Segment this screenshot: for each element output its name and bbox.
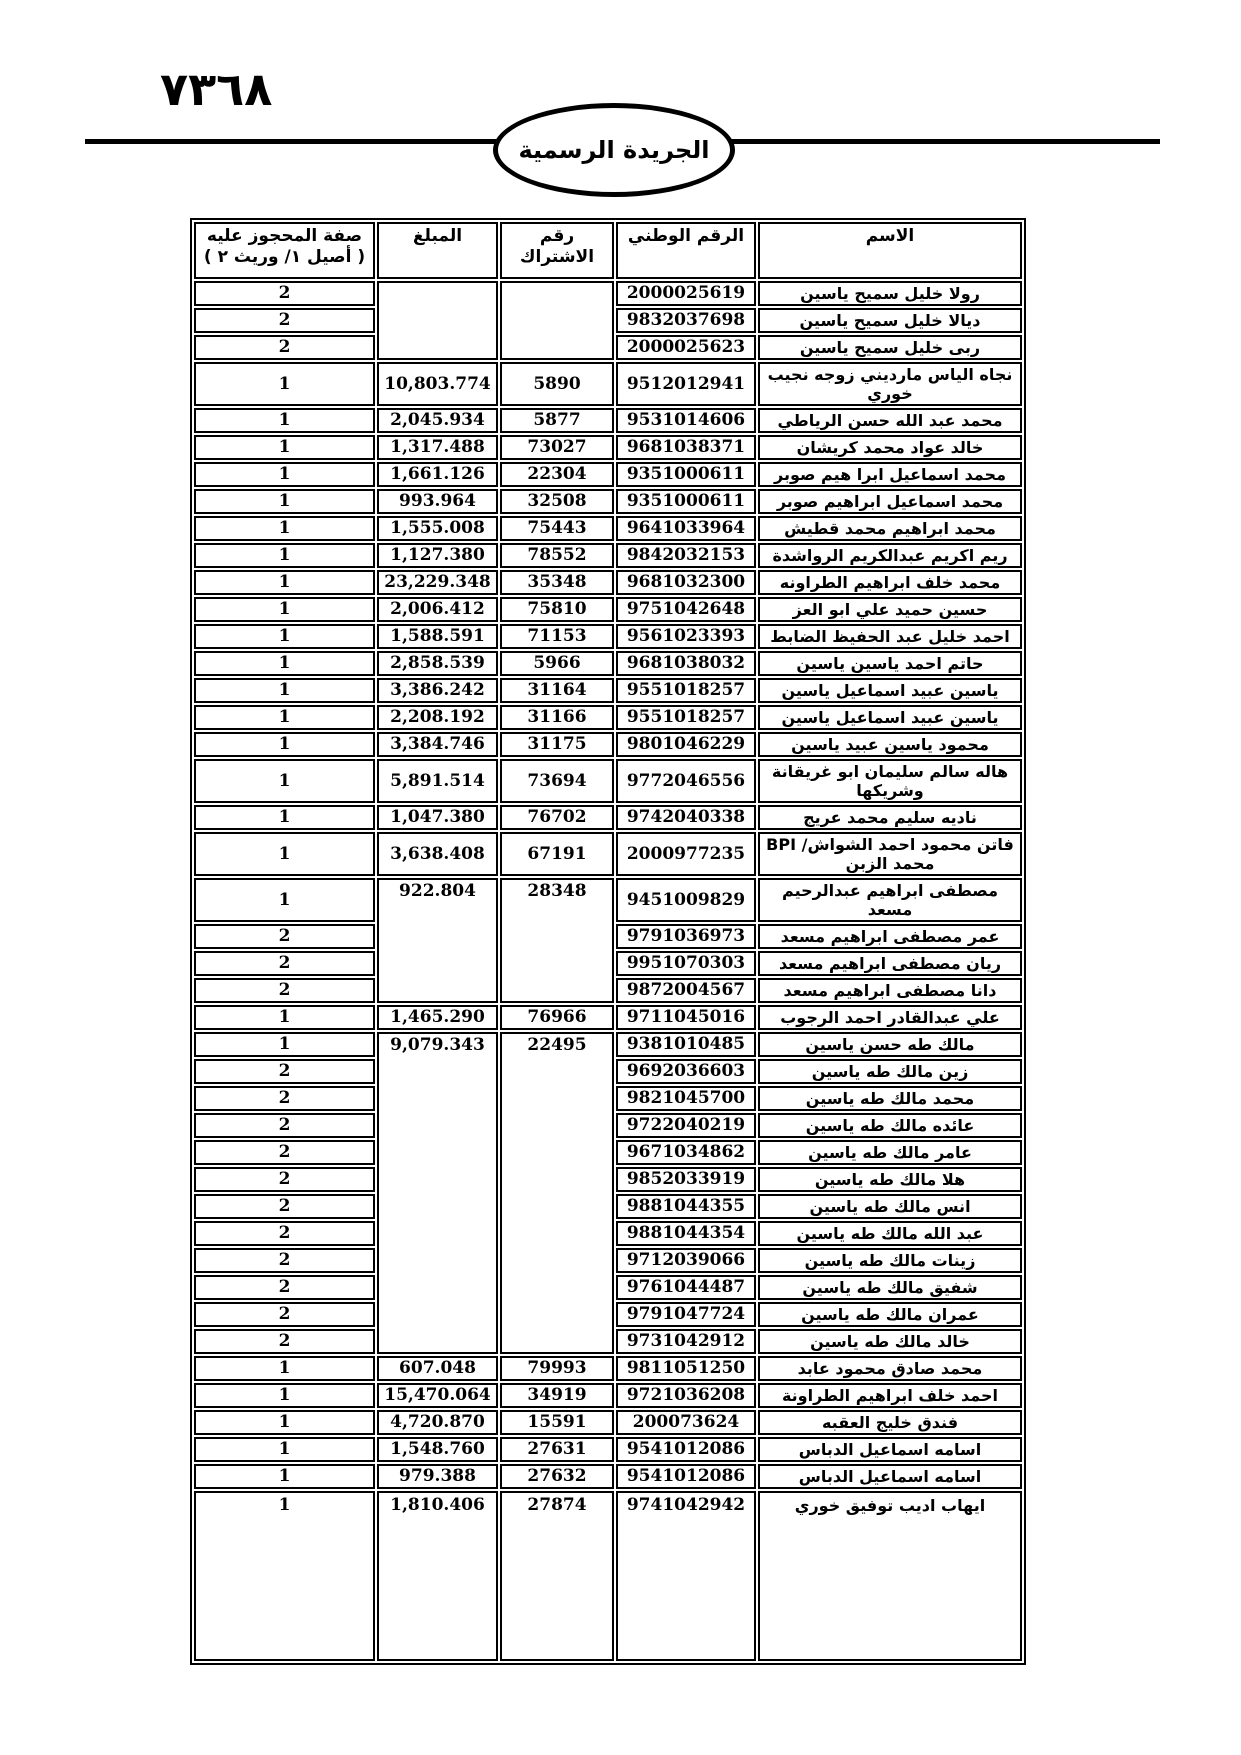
national-id-cell: 9351000611 — [616, 489, 756, 514]
national-id-cell: 9821045700 — [616, 1086, 756, 1111]
subscription-cell: 27632 — [500, 1464, 614, 1489]
national-id-cell: 9801046229 — [616, 732, 756, 757]
subscription-cell: 5966 — [500, 651, 614, 676]
page-number: ٧٣٦٨ — [160, 62, 273, 116]
table-row — [194, 624, 1022, 649]
amount-cell: 993.964 — [377, 489, 498, 514]
header-name: الاسم — [758, 222, 1022, 279]
national-id-cell: 9551018257 — [616, 678, 756, 703]
amount-cell: 2,858.539 — [377, 651, 498, 676]
amount-cell: 3,638.408 — [377, 832, 498, 876]
name-cell: زين مالك طه ياسين — [758, 1059, 1022, 1084]
national-id-cell: 9381010485 — [616, 1032, 756, 1057]
amount-cell: 1,588.591 — [377, 624, 498, 649]
capacity-cell: 2 — [194, 1194, 375, 1219]
national-id-cell: 9681032300 — [616, 570, 756, 595]
amount-cell: 1,047.380 — [377, 805, 498, 830]
subscription-cell: 31175 — [500, 732, 614, 757]
capacity-cell: 2 — [194, 1113, 375, 1138]
national-id-cell: 9872004567 — [616, 978, 756, 1003]
table-row — [194, 435, 1022, 460]
capacity-cell: 1 — [194, 624, 375, 649]
table-row — [194, 759, 1022, 803]
name-cell: علي عبدالقادر احمد الرجوب — [758, 1005, 1022, 1030]
name-cell: محمد عبد الله حسن الرياطي — [758, 408, 1022, 433]
table-row — [194, 878, 1022, 922]
name-cell: ريم اكريم عبدالكريم الرواشدة — [758, 543, 1022, 568]
name-cell: احمد خلف ابراهيم الطراونة — [758, 1383, 1022, 1408]
capacity-cell: 1 — [194, 489, 375, 514]
header-capacity-line2: ( أصيل ١/ وريث ٢ ) — [203, 247, 366, 267]
subscription-cell: 71153 — [500, 624, 614, 649]
amount-cell: 1,555.008 — [377, 516, 498, 541]
national-id-cell: 9692036603 — [616, 1059, 756, 1084]
amount-cell: 23,229.348 — [377, 570, 498, 595]
table-row — [194, 1032, 1022, 1057]
capacity-cell: 1 — [194, 651, 375, 676]
name-cell: شفيق مالك طه ياسين — [758, 1275, 1022, 1300]
name-cell: هاله سالم سليمان ابو غريقانة وشريكها — [758, 759, 1022, 803]
subscription-cell: 78552 — [500, 543, 614, 568]
capacity-cell: 1 — [194, 543, 375, 568]
name-cell: ياسين عبيد اسماعيل ياسين — [758, 705, 1022, 730]
capacity-cell: 2 — [194, 308, 375, 333]
national-id-cell: 9742040338 — [616, 805, 756, 830]
capacity-cell: 1 — [194, 1464, 375, 1489]
capacity-cell: 2 — [194, 281, 375, 306]
table-row — [194, 1383, 1022, 1408]
capacity-cell: 2 — [194, 1302, 375, 1327]
national-id-cell: 9741042942 — [616, 1491, 756, 1661]
name-cell: محمد اسماعيل ابراهيم صوبر — [758, 489, 1022, 514]
capacity-cell: 2 — [194, 978, 375, 1003]
name-cell: عامر مالك طه ياسين — [758, 1140, 1022, 1165]
national-id-cell: 9681038371 — [616, 435, 756, 460]
national-id-cell: 9722040219 — [616, 1113, 756, 1138]
subscription-cell: 22304 — [500, 462, 614, 487]
national-id-cell: 9561023393 — [616, 624, 756, 649]
header-subscription-number: رقم الاشتراك — [500, 222, 614, 279]
capacity-cell: 1 — [194, 1437, 375, 1462]
national-id-cell: 200073624 — [616, 1410, 756, 1435]
amount-cell — [377, 281, 498, 360]
name-cell: اسامه اسماعيل الدباس — [758, 1464, 1022, 1489]
amount-cell: 2,006.412 — [377, 597, 498, 622]
capacity-cell: 1 — [194, 408, 375, 433]
table-row — [194, 543, 1022, 568]
amount-cell: 3,386.242 — [377, 678, 498, 703]
amount-cell: 10,803.774 — [377, 362, 498, 406]
capacity-cell: 1 — [194, 732, 375, 757]
name-cell: هلا مالك طه ياسين — [758, 1167, 1022, 1192]
capacity-cell: 1 — [194, 832, 375, 876]
subscription-cell: 73694 — [500, 759, 614, 803]
amount-cell: 15,470.064 — [377, 1383, 498, 1408]
subscription-cell: 27631 — [500, 1437, 614, 1462]
amount-cell: 4,720.870 — [377, 1410, 498, 1435]
table-row — [194, 678, 1022, 703]
table-row — [194, 832, 1022, 876]
name-cell: خالد عواد محمد كريشان — [758, 435, 1022, 460]
capacity-cell: 2 — [194, 1248, 375, 1273]
name-cell: مالك طه حسن ياسين — [758, 1032, 1022, 1057]
name-cell: محمد ابراهيم محمد قطيش — [758, 516, 1022, 541]
name-cell: ياسين عبيد اسماعيل ياسين — [758, 678, 1022, 703]
name-cell: ديالا خليل سميح ياسين — [758, 308, 1022, 333]
capacity-cell: 1 — [194, 462, 375, 487]
capacity-cell: 2 — [194, 924, 375, 949]
name-cell: محمد صادق محمود عابد — [758, 1356, 1022, 1381]
subscription-cell: 22495 — [500, 1032, 614, 1354]
name-cell: زينات مالك طه ياسين — [758, 1248, 1022, 1273]
table-row — [194, 516, 1022, 541]
subscription-cell: 34919 — [500, 1383, 614, 1408]
subscription-cell: 35348 — [500, 570, 614, 595]
national-id-cell: 9842032153 — [616, 543, 756, 568]
national-id-cell: 2000025623 — [616, 335, 756, 360]
national-id-cell: 9852033919 — [616, 1167, 756, 1192]
capacity-cell: 1 — [194, 597, 375, 622]
national-id-cell: 9791047724 — [616, 1302, 756, 1327]
capacity-cell: 2 — [194, 335, 375, 360]
amount-cell: 607.048 — [377, 1356, 498, 1381]
table-row — [194, 1491, 1022, 1661]
national-id-cell: 9351000611 — [616, 462, 756, 487]
national-id-cell: 9712039066 — [616, 1248, 756, 1273]
amount-cell: 1,661.126 — [377, 462, 498, 487]
capacity-cell: 1 — [194, 805, 375, 830]
national-id-cell: 9761044487 — [616, 1275, 756, 1300]
capacity-cell: 1 — [194, 705, 375, 730]
national-id-cell: 9671034862 — [616, 1140, 756, 1165]
subscription-cell: 31166 — [500, 705, 614, 730]
amount-cell: 922.804 — [377, 878, 498, 1003]
national-id-cell: 9451009829 — [616, 878, 756, 922]
gazette-title: الجريدة الرسمية — [518, 136, 710, 164]
name-cell: ايهاب اديب توفيق خوري — [758, 1491, 1022, 1661]
subscription-cell: 31164 — [500, 678, 614, 703]
amount-cell: 9,079.343 — [377, 1032, 498, 1354]
national-id-cell: 9772046556 — [616, 759, 756, 803]
national-id-cell: 9731042912 — [616, 1329, 756, 1354]
national-id-cell: 9791036973 — [616, 924, 756, 949]
national-id-cell: 9711045016 — [616, 1005, 756, 1030]
national-id-cell: 9681038032 — [616, 651, 756, 676]
table-row — [194, 362, 1022, 406]
subscription-cell: 5877 — [500, 408, 614, 433]
subscription-cell — [500, 281, 614, 360]
subscription-cell: 27874 — [500, 1491, 614, 1661]
amount-cell: 1,465.290 — [377, 1005, 498, 1030]
capacity-cell: 2 — [194, 1275, 375, 1300]
subscription-cell: 76702 — [500, 805, 614, 830]
amount-cell: 2,045.934 — [377, 408, 498, 433]
name-cell: خالد مالك طه ياسين — [758, 1329, 1022, 1354]
table-row — [194, 1437, 1022, 1462]
national-id-cell: 9951070303 — [616, 951, 756, 976]
amount-cell: 5,891.514 — [377, 759, 498, 803]
capacity-cell: 1 — [194, 1410, 375, 1435]
table-row — [194, 705, 1022, 730]
capacity-cell: 1 — [194, 678, 375, 703]
national-id-cell: 2000977235 — [616, 832, 756, 876]
national-id-cell: 9512012941 — [616, 362, 756, 406]
national-id-cell: 9641033964 — [616, 516, 756, 541]
capacity-cell: 2 — [194, 1140, 375, 1165]
table-row — [194, 1356, 1022, 1381]
table-row — [194, 462, 1022, 487]
capacity-cell: 1 — [194, 759, 375, 803]
seized-persons-table — [190, 218, 1026, 1665]
table-row — [194, 597, 1022, 622]
name-cell: مصطفى ابراهيم عبدالرحيم مسعد — [758, 878, 1022, 922]
amount-cell: 1,810.406 — [377, 1491, 498, 1661]
capacity-cell: 1 — [194, 435, 375, 460]
capacity-cell: 1 — [194, 570, 375, 595]
table-row — [194, 489, 1022, 514]
national-id-cell: 9541012086 — [616, 1437, 756, 1462]
capacity-cell: 2 — [194, 1167, 375, 1192]
subscription-cell: 15591 — [500, 1410, 614, 1435]
subscription-cell: 79993 — [500, 1356, 614, 1381]
capacity-cell: 2 — [194, 951, 375, 976]
name-cell: محمد اسماعيل ابرا هيم صوبر — [758, 462, 1022, 487]
header-capacity-line1: صفة المحجوز عليه — [206, 226, 363, 246]
header-row — [194, 222, 1022, 279]
capacity-cell: 2 — [194, 1086, 375, 1111]
capacity-cell: 1 — [194, 878, 375, 922]
name-cell: عائده مالك طه ياسين — [758, 1113, 1022, 1138]
name-cell: محمد خلف ابراهيم الطراونه — [758, 570, 1022, 595]
capacity-cell: 2 — [194, 1059, 375, 1084]
national-id-cell: 9811051250 — [616, 1356, 756, 1381]
name-cell: محمد مالك طه ياسين — [758, 1086, 1022, 1111]
capacity-cell: 1 — [194, 1005, 375, 1030]
capacity-cell: 1 — [194, 1491, 375, 1661]
amount-cell: 1,317.488 — [377, 435, 498, 460]
amount-cell: 1,548.760 — [377, 1437, 498, 1462]
amount-cell: 2,208.192 — [377, 705, 498, 730]
national-id-cell: 9541012086 — [616, 1464, 756, 1489]
seized-persons-table-wrap — [190, 218, 1026, 1665]
table-row — [194, 732, 1022, 757]
capacity-cell: 1 — [194, 1032, 375, 1057]
subscription-cell: 67191 — [500, 832, 614, 876]
subscription-cell: 75443 — [500, 516, 614, 541]
capacity-cell: 1 — [194, 1383, 375, 1408]
name-cell: فاتن محمود احمد الشواش/ BPI محمد الزبن — [758, 832, 1022, 876]
name-cell: محمود ياسين عبيد ياسين — [758, 732, 1022, 757]
amount-cell: 3,384.746 — [377, 732, 498, 757]
national-id-cell: 9832037698 — [616, 308, 756, 333]
amount-cell: 1,127.380 — [377, 543, 498, 568]
subscription-cell: 75810 — [500, 597, 614, 622]
national-id-cell: 9881044355 — [616, 1194, 756, 1219]
subscription-cell: 73027 — [500, 435, 614, 460]
table-body — [194, 281, 1022, 1661]
name-cell: حسين حميد علي ابو العز — [758, 597, 1022, 622]
national-id-cell: 9531014606 — [616, 408, 756, 433]
name-cell: حاتم احمد ياسين ياسين — [758, 651, 1022, 676]
national-id-cell: 9881044354 — [616, 1221, 756, 1246]
subscription-cell: 28348 — [500, 878, 614, 1003]
name-cell: عمران مالك طه ياسين — [758, 1302, 1022, 1327]
subscription-cell: 76966 — [500, 1005, 614, 1030]
name-cell: ريان مصطفى ابراهيم مسعد — [758, 951, 1022, 976]
table-row — [194, 408, 1022, 433]
header-amount: المبلغ — [377, 222, 498, 279]
capacity-cell: 1 — [194, 362, 375, 406]
gazette-seal — [493, 103, 735, 197]
capacity-cell: 2 — [194, 1329, 375, 1354]
table-row — [194, 651, 1022, 676]
capacity-cell: 1 — [194, 516, 375, 541]
table-row — [194, 805, 1022, 830]
name-cell: رولا خليل سميح ياسين — [758, 281, 1022, 306]
national-id-cell: 2000025619 — [616, 281, 756, 306]
capacity-cell: 2 — [194, 1221, 375, 1246]
name-cell: نجاه الياس مارديني زوجه نجيب خوري — [758, 362, 1022, 406]
name-cell: ربى خليل سميح ياسين — [758, 335, 1022, 360]
table-row — [194, 1005, 1022, 1030]
header-national-id: الرقم الوطني — [616, 222, 756, 279]
header-capacity — [194, 222, 375, 279]
name-cell: فندق خليج العقبه — [758, 1410, 1022, 1435]
subscription-cell: 32508 — [500, 489, 614, 514]
name-cell: دانا مصطفى ابراهيم مسعد — [758, 978, 1022, 1003]
table-row — [194, 1464, 1022, 1489]
amount-cell: 979.388 — [377, 1464, 498, 1489]
name-cell: عبد الله مالك طه ياسين — [758, 1221, 1022, 1246]
capacity-cell: 1 — [194, 1356, 375, 1381]
name-cell: عمر مصطفى ابراهيم مسعد — [758, 924, 1022, 949]
name-cell: احمد خليل عبد الحفيظ الضابط — [758, 624, 1022, 649]
table-row — [194, 1410, 1022, 1435]
name-cell: انس مالك طه ياسين — [758, 1194, 1022, 1219]
table-row — [194, 281, 1022, 306]
name-cell: اسامه اسماعيل الدباس — [758, 1437, 1022, 1462]
national-id-cell: 9551018257 — [616, 705, 756, 730]
table-row — [194, 570, 1022, 595]
national-id-cell: 9751042648 — [616, 597, 756, 622]
national-id-cell: 9721036208 — [616, 1383, 756, 1408]
subscription-cell: 5890 — [500, 362, 614, 406]
name-cell: ناديه سليم محمد عريج — [758, 805, 1022, 830]
